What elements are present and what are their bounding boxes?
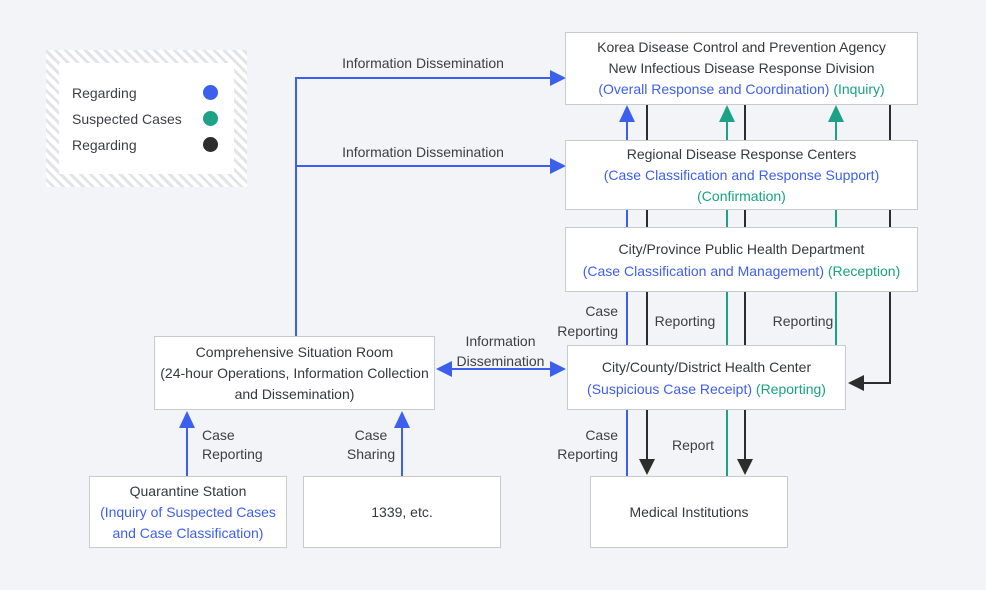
city-province-line2 xyxy=(583,260,901,282)
label-line: Case xyxy=(585,303,618,319)
label-line: Sharing xyxy=(346,446,396,462)
regional-line1: Regional Disease Response Centers xyxy=(626,145,857,162)
situation-room-line3: and Dissemination) xyxy=(234,385,355,402)
label-case-reporting-quarantine xyxy=(202,426,282,464)
health-center-role-green: (Reporting) xyxy=(755,380,826,397)
label-information-dissemination-bidirectional xyxy=(443,331,558,371)
quarantine-role-blue-1: (Inquiry of Suspected Cases xyxy=(100,503,276,520)
kdca-role-blue: (Overall Response and Coordination) xyxy=(598,81,830,97)
label-reporting-mid: Reporting xyxy=(654,313,716,329)
legend-inner xyxy=(59,63,234,174)
label-case-reporting-lower xyxy=(548,426,618,464)
kdca-line3 xyxy=(598,79,884,100)
label-line: Reporting xyxy=(557,446,618,462)
health-center-role-blue: (Suspicious Case Receipt) xyxy=(587,380,753,397)
label-information-dissemination-top: Information Dissemination xyxy=(342,55,504,71)
medical-line1: Medical Institutions xyxy=(629,503,749,520)
label-line: Information xyxy=(465,333,536,349)
flow-case-reporting-quarantine xyxy=(179,411,195,476)
situation-room-line2: (24-hour Operations, Information Collection xyxy=(160,364,429,381)
situation-room-line1: Comprehensive Situation Room xyxy=(195,343,394,360)
city-province-role-green: (Reception) xyxy=(827,262,901,279)
medical-institutions-box xyxy=(590,476,788,548)
health-center-line1: City/County/District Health Center xyxy=(601,358,812,375)
health-center-line2 xyxy=(587,378,826,400)
legend-label: Regarding xyxy=(72,136,137,153)
label-line: Case xyxy=(585,427,618,443)
label-information-dissemination-mid: Information Dissemination xyxy=(342,144,504,160)
flow-info-dissemination-top xyxy=(296,70,566,336)
legend-item-suspected-cases xyxy=(72,111,218,127)
health-center-box xyxy=(567,345,846,410)
black-dot-icon xyxy=(203,137,218,152)
quarantine-station-box xyxy=(89,476,287,548)
quarantine-role-blue-2: and Case Classification) xyxy=(112,524,264,541)
label-reporting-right: Reporting xyxy=(772,313,834,329)
legend xyxy=(46,50,247,187)
blue-dot-icon xyxy=(203,85,218,100)
legend-label: Regarding xyxy=(72,84,137,101)
city-province-box xyxy=(565,227,918,292)
city-province-role-blue: (Case Classification and Management) xyxy=(582,262,824,279)
kdca-line2: New Infectious Disease Response Division xyxy=(608,60,875,76)
label-line: Dissemination xyxy=(456,353,545,369)
kdca-role-green: (Inquiry) xyxy=(833,81,885,97)
regional-role-blue: (Case Classification and Response Support) xyxy=(603,166,880,183)
call-1339-line1: 1339, etc. xyxy=(371,503,433,520)
legend-item-regarding-black xyxy=(72,137,218,153)
city-province-line1: City/Province Public Health Department xyxy=(618,240,865,257)
label-case-sharing xyxy=(335,426,407,464)
label-line: Reporting xyxy=(557,323,618,339)
label-line: Reporting xyxy=(202,446,263,462)
label-line: Case xyxy=(354,427,388,443)
regional-centers-box xyxy=(565,140,918,210)
kdca-box xyxy=(565,32,918,105)
legend-label: Suspected Cases xyxy=(72,110,182,127)
quarantine-line1: Quarantine Station xyxy=(129,482,247,499)
green-dot-icon xyxy=(203,111,218,126)
kdca-line1: Korea Disease Control and Prevention Agency xyxy=(597,39,886,55)
legend-item-regarding-blue xyxy=(72,85,218,101)
call-1339-box xyxy=(303,476,501,548)
label-line: Case xyxy=(202,427,235,443)
label-case-reporting-upper xyxy=(548,301,618,341)
label-report: Report xyxy=(671,437,715,453)
regional-role-green: (Confirmation) xyxy=(697,187,786,204)
situation-room-box xyxy=(154,336,435,410)
